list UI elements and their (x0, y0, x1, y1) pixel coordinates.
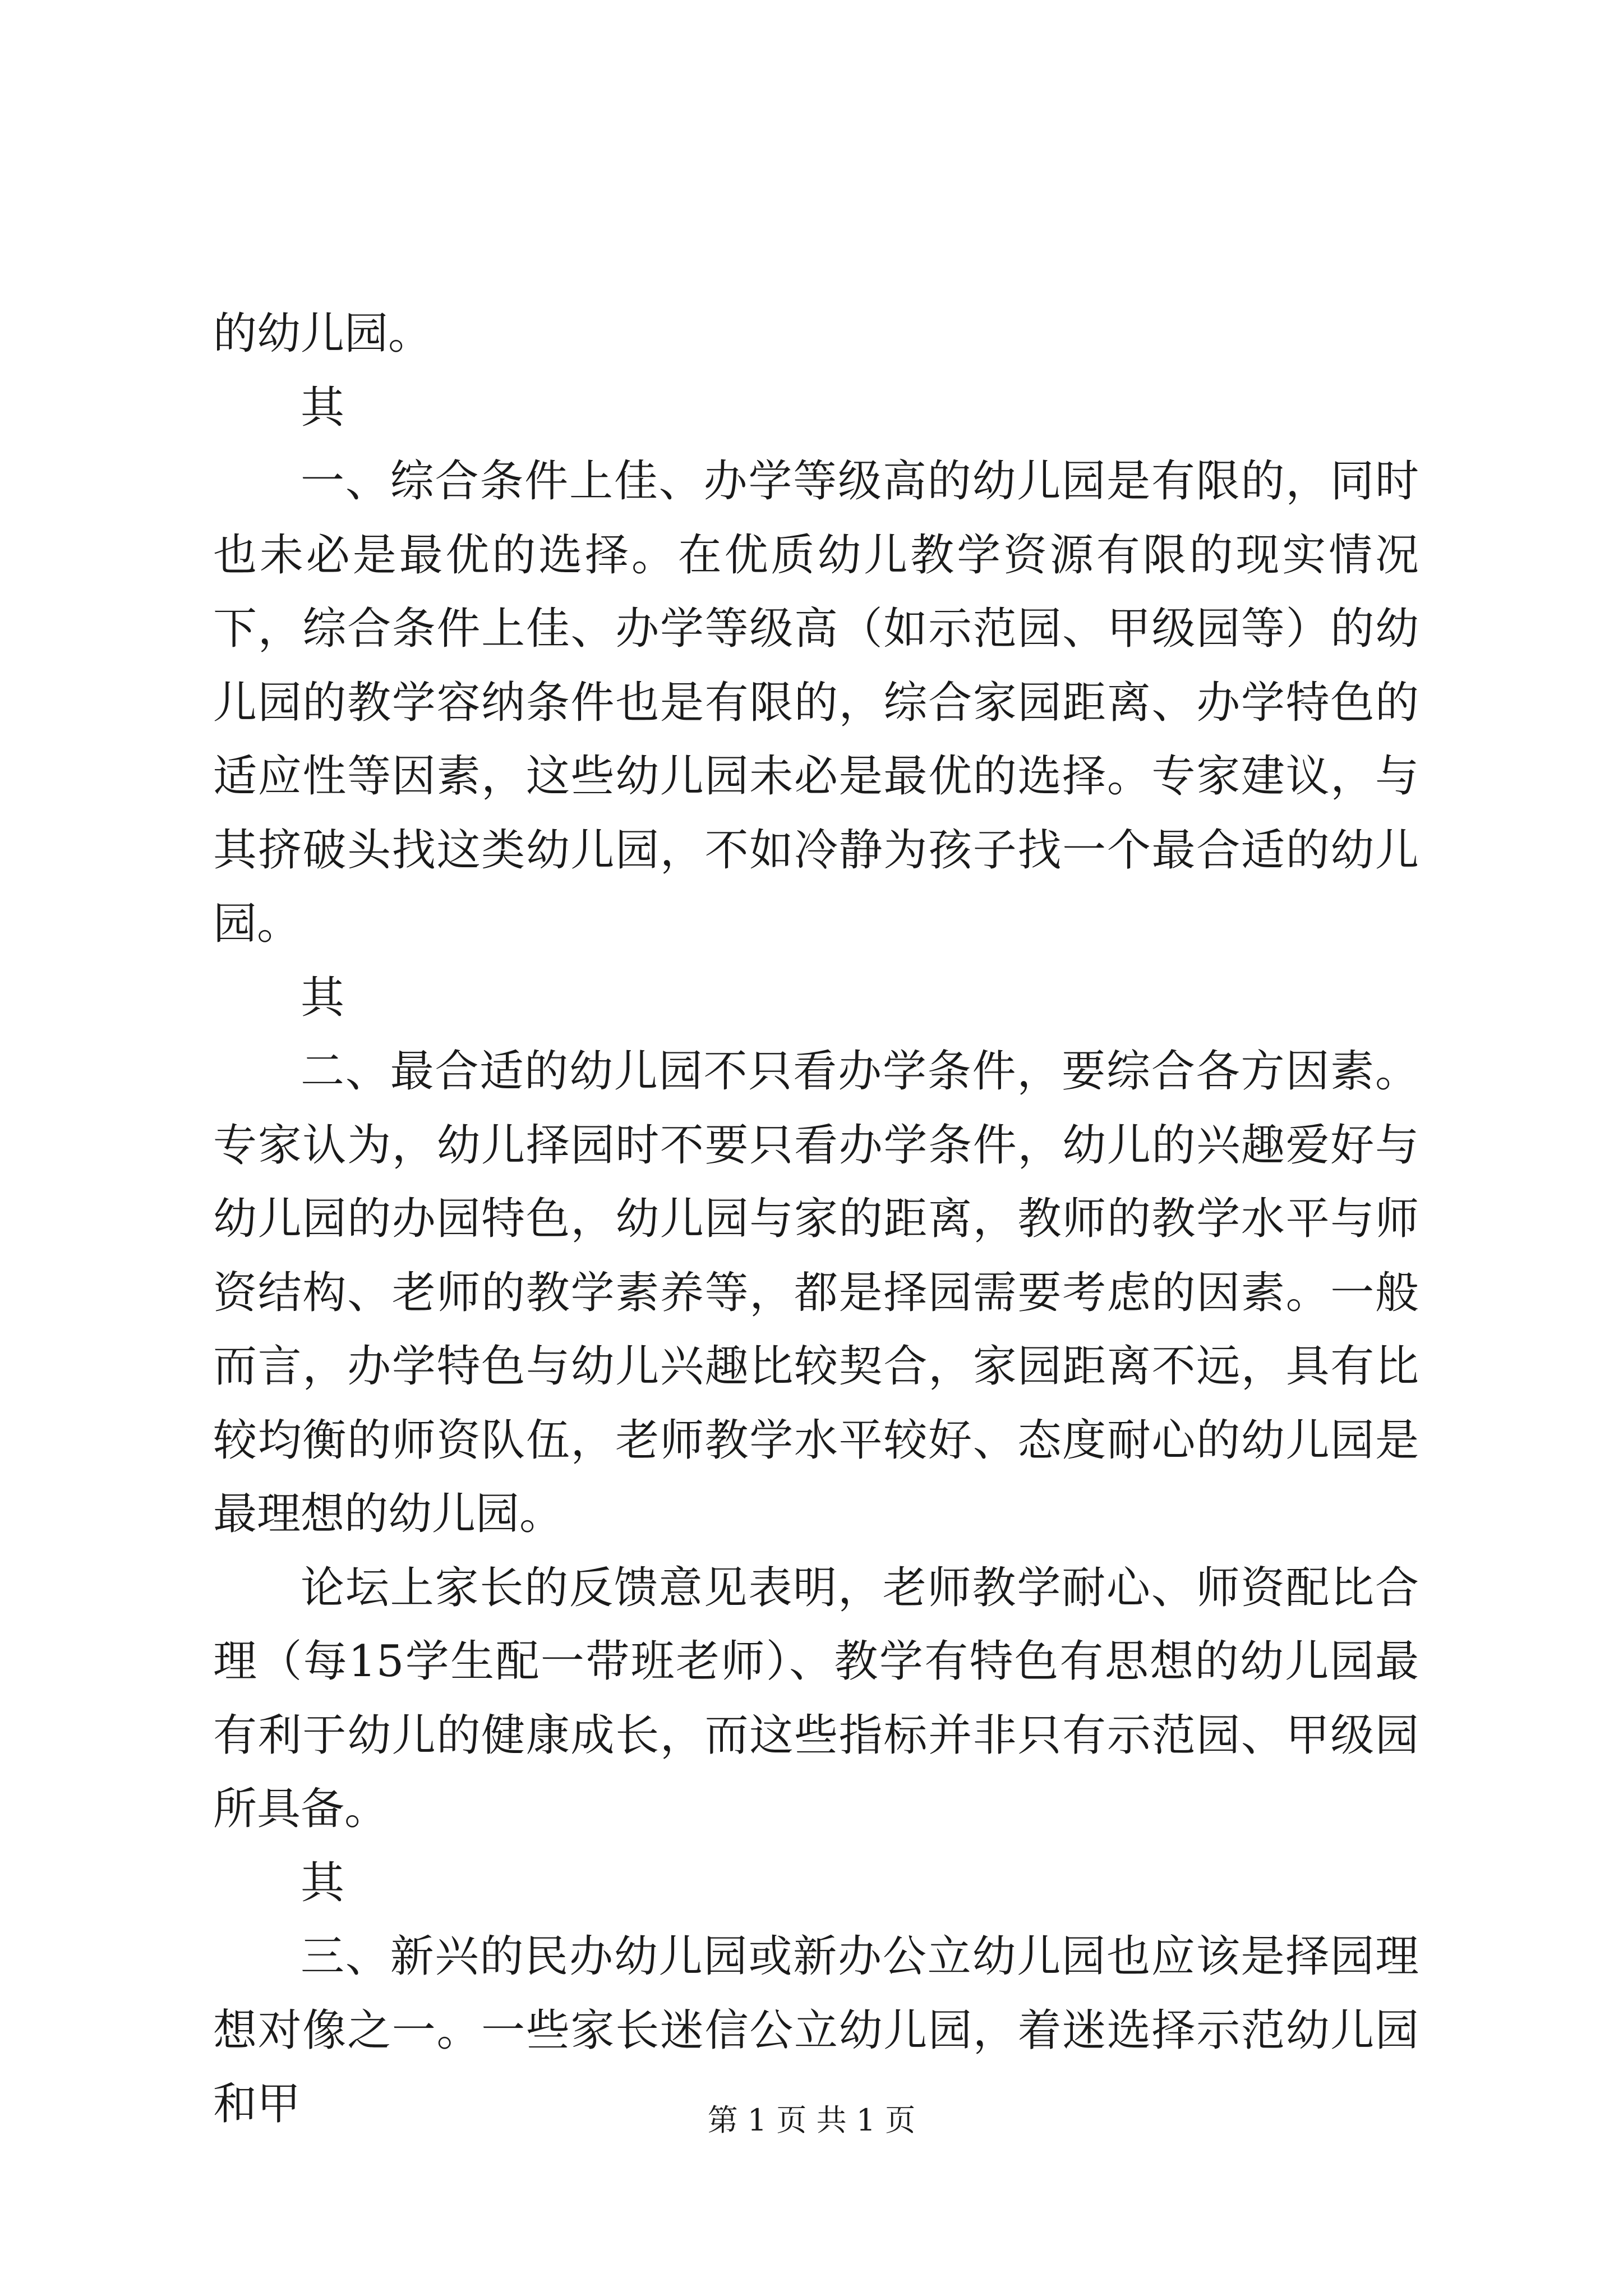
page-footer: 第 1 页 共 1 页 (707, 2102, 916, 2138)
paragraph-0: 的幼儿园。 (213, 309, 432, 359)
paragraph-4: 二、最合适的幼儿园不只看办学条件，要综合各方因素。专家认为，幼儿择园时不要只看办学条件，幼儿的兴趣爱好与幼儿园的办园特色，幼儿园与家的距离，教师的教学水平与师资结构、老师的教学素养等，都是择园需要考虑的因素。一般而言，办学特色与幼儿兴趣比较契合，家园距离不远，具有比较均衡的师资队伍，老师教学水平较好、态度耐心的幼儿园是最理想的幼儿园。 (213, 1046, 1419, 1539)
paragraph-2: 一、综合条件上佳、办学等级高的幼儿园是有限的，同时也未必是最优的选择。在优质幼儿教学资源有限的现实情况下，综合条件上佳、办学等级高（如示范园、甲级园等）的幼儿园的教学容纳条件也是有限的，综合家园距离、办学特色的适应性等因素，这些幼儿园未必是最优的选择。专家建议，与其挤破头找这类幼儿园，不如冷静为孩子找一个最合适的幼儿园。 (213, 456, 1419, 949)
document-body (213, 297, 1419, 2142)
paragraph-1: 其 (301, 382, 345, 433)
paragraph-3: 其 (301, 972, 345, 1023)
paragraph-7: 三、新兴的民办幼儿园或新办公立幼儿园也应该是择园理想对像之一。一些家长迷信公立幼儿园，着迷选择示范幼儿园和甲 (213, 1931, 1419, 2129)
paragraph-6: 其 (301, 1857, 345, 1908)
paragraph-5: 论坛上家长的反馈意见表明，老师教学耐心、师资配比合理（每15学生配一带班老师）、教学有特色有思想的幼儿园最有利于幼儿的健康成长，而这些指标并非只有示范园、甲级园所具备。 (213, 1562, 1419, 1834)
